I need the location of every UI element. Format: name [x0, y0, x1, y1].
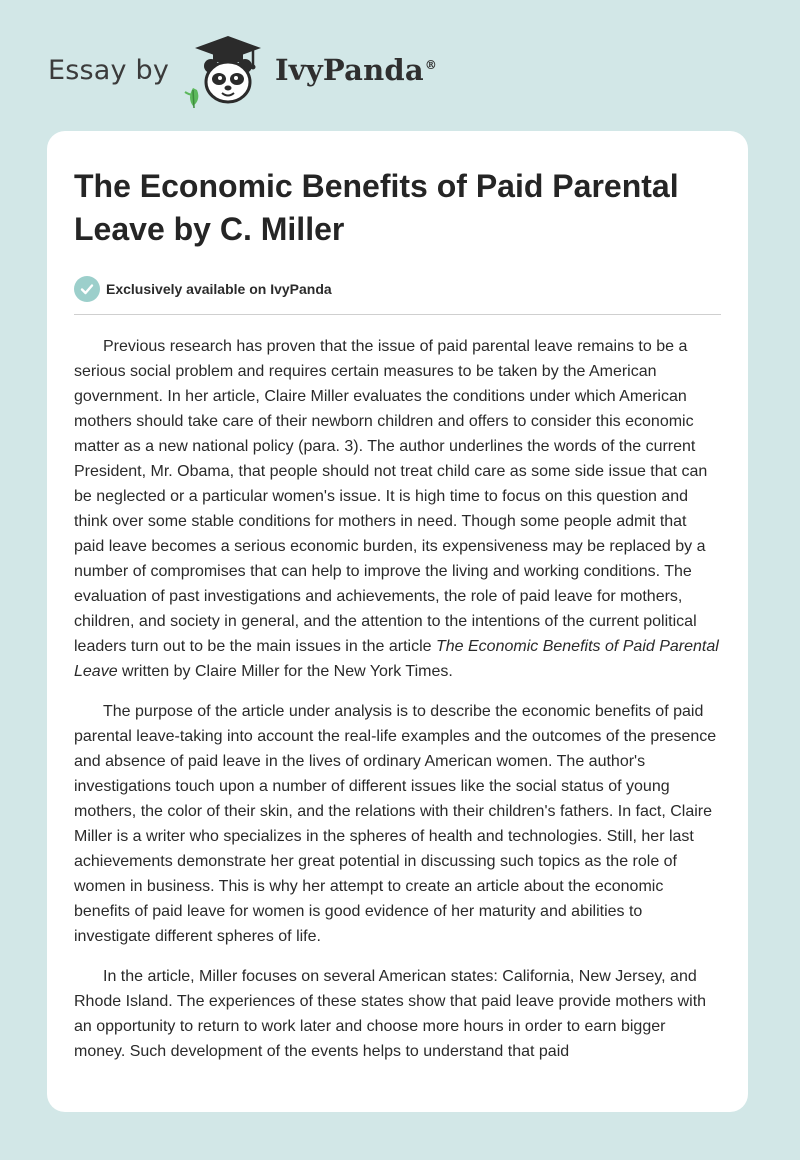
trademark-symbol: ® [424, 58, 438, 73]
essay-card [47, 131, 748, 1112]
leaf-icon [185, 88, 198, 108]
paragraph-1: Previous research has proven that the issue of paid parental leave remains to be a serious social problem and requires certain measures to be taken by the American government. In her article, Claire Miller evaluates the conditions under which American mothers should take care of their newborn children and offers to consider this economic matter as a new national policy (para. 3). The author underlines the words of the current President, Mr. Obama, that people should not treat child care as some side issue that can be neglected or a particular women's issue. It is high time to focus on this question and think over some stable conditions for mothers in need. Though some people admit that paid leave becomes a serious economic burden, its expensiveness may be replaced by a number of compromises that can help to improve the living and working conditions. The evaluation of past investigations and achievements, the role of paid leave for mothers, children, and society in general, and the attention to the intentions of the current political leaders turn out to be the main issues in the article The Economic Benefits of Paid Parental Leave written by Claire Miller for the New York Times. [74, 338, 719, 680]
exclusive-label: Exclusively available on IvyPanda [106, 281, 332, 297]
essay-title: The Economic Benefits of Paid Parental Leave by C. Miller [74, 168, 679, 247]
ivypanda-logo-icon[interactable] [183, 30, 273, 110]
essay-by-label: Essay by [48, 54, 170, 86]
exclusive-badge [74, 275, 721, 303]
divider [74, 314, 721, 315]
paragraph-2: The purpose of the article under analysis is to describe the economic benefits of paid parental leave-taking into account the real-life examples and the outcomes of the presence and absence of paid leave in the lives of ordinary American women. The author's investigations touch upon a number of different issues like the social status of young mothers, the color of their skin, and the relations with their children's fathers. In fact, Claire Miller is a writer who specializes in the spheres of health and technologies. Still, her last achievements demonstrate her great potential in discussing such topics as the role of women in business. This is why her attempt to create an article about the economic benefits of paid leave for women is good evidence of her maturity and abilities to investigate different spheres of life. [74, 703, 717, 945]
site-header [48, 30, 437, 110]
essay-body [74, 334, 721, 1064]
brand-name[interactable]: IvyPanda® [275, 53, 438, 87]
paragraph-3: In the article, Miller focuses on several American states: California, New Jersey, and Rhode Island. The experiences of these states show that paid leave provide mothers with an opportunity to return to work later and choose more hours in order to earn bigger money. Such development of the events helps to understand that paid [74, 968, 707, 1060]
article-title-italic: The Economic Benefits of Paid Parental Leave [74, 638, 719, 680]
check-icon [74, 276, 100, 302]
